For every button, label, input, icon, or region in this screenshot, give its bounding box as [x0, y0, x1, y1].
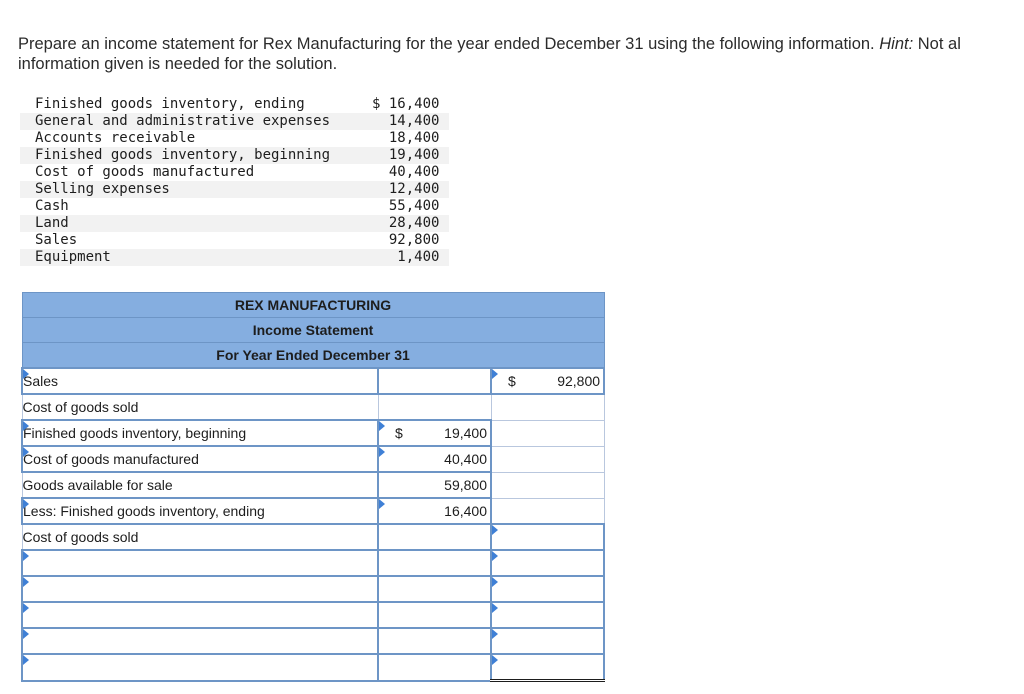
given-value: 12,400 [342, 181, 449, 198]
statement-row [22, 472, 604, 498]
currency-symbol: $ [508, 373, 516, 389]
given-value: 40,400 [388, 164, 440, 180]
amount-column-1[interactable] [378, 498, 491, 524]
given-value: 92,800 [388, 232, 440, 248]
statement-row [22, 394, 604, 420]
amount-column-1[interactable] [378, 602, 491, 628]
given-value: 18,400 [388, 130, 440, 146]
amount-column-1[interactable] [378, 524, 491, 550]
amount-column-1[interactable] [378, 368, 491, 394]
amount-column-2[interactable] [491, 576, 604, 602]
given-label: Cost of goods manufactured [35, 164, 255, 180]
given-value: $ 16,400 [372, 96, 440, 112]
amount-column-1[interactable] [378, 550, 491, 576]
company-name: REX MANUFACTURING [22, 293, 604, 318]
amount-column-1[interactable] [378, 420, 491, 446]
question-prompt [18, 34, 1024, 74]
statement-row [22, 368, 604, 394]
amount-value: 59,800 [444, 477, 487, 493]
row-label-cell[interactable] [22, 628, 378, 654]
income-statement-table [21, 292, 605, 682]
given-row [20, 232, 449, 249]
statement-row [22, 654, 604, 681]
row-label-cell[interactable] [22, 498, 378, 524]
amount-column-1[interactable] [378, 472, 491, 498]
statement-row [22, 602, 604, 628]
amount-column-2 [491, 472, 604, 498]
amount-value: 92,800 [557, 373, 601, 389]
amount-column-1[interactable] [378, 576, 491, 602]
given-value: 19,400 [342, 147, 449, 164]
row-label: Goods available for sale [22, 477, 173, 493]
statement-row [22, 446, 604, 472]
given-label: Cash [35, 198, 69, 214]
statement-row [22, 524, 604, 550]
prompt-line1: Prepare an income statement for Rex Manufacturing for the year ended December 31 using the following information. [18, 35, 875, 53]
given-row [20, 198, 449, 215]
given-label: Selling expenses [20, 181, 342, 198]
amount-column-2[interactable] [491, 602, 604, 628]
given-row [20, 181, 449, 198]
amount-column-2 [491, 498, 604, 524]
statement-title: Income Statement [22, 318, 604, 343]
row-label: Less: Finished goods inventory, ending [23, 503, 265, 519]
row-label: Cost of goods manufactured [23, 451, 199, 467]
given-row [20, 164, 449, 181]
amount-column-2 [491, 446, 604, 472]
given-value: 55,400 [388, 198, 440, 214]
given-label: Land [20, 215, 342, 232]
row-label-cell[interactable] [22, 420, 378, 446]
given-value: 1,400 [342, 249, 449, 266]
row-label-cell[interactable] [22, 550, 378, 576]
row-label-cell [22, 394, 378, 420]
amount-column-1 [378, 394, 491, 420]
row-label-cell[interactable] [22, 368, 378, 394]
row-label-cell[interactable] [22, 576, 378, 602]
given-value: 14,400 [342, 113, 449, 130]
given-row [20, 96, 449, 113]
given-label: Finished goods inventory, ending [35, 96, 305, 112]
hint-text: Not al [917, 35, 961, 53]
statement-row [22, 628, 604, 654]
amount-column-2[interactable] [491, 628, 604, 654]
row-label-cell[interactable] [22, 446, 378, 472]
given-data-table [20, 96, 449, 266]
row-label: Finished goods inventory, beginning [23, 425, 247, 441]
amount-column-2 [491, 420, 604, 446]
row-label-cell[interactable] [22, 654, 378, 681]
given-label: Accounts receivable [35, 130, 196, 146]
amount-column-2[interactable] [491, 654, 604, 681]
hint-label: Hint: [879, 35, 914, 53]
given-value: 28,400 [342, 215, 449, 232]
row-label-cell [22, 524, 378, 550]
statement-row [22, 498, 604, 524]
amount-value: 40,400 [444, 451, 487, 467]
statement-row [22, 420, 604, 446]
row-label-cell [22, 472, 378, 498]
given-label: Finished goods inventory, beginning [20, 147, 342, 164]
row-label: Sales [23, 373, 59, 389]
row-label-cell[interactable] [22, 602, 378, 628]
row-label: Cost of goods sold [22, 399, 139, 415]
amount-value: 19,400 [444, 425, 487, 441]
amount-column-2 [491, 394, 604, 420]
given-label: General and administrative expenses [20, 113, 342, 130]
given-row [20, 147, 449, 164]
given-row [20, 130, 449, 147]
amount-column-2[interactable] [491, 550, 604, 576]
given-label: Sales [35, 232, 78, 248]
given-label: Equipment [20, 249, 342, 266]
row-label: Cost of goods sold [22, 529, 139, 545]
currency-symbol: $ [395, 425, 403, 441]
amount-column-1[interactable] [378, 628, 491, 654]
amount-column-2[interactable] [491, 524, 604, 550]
given-row [20, 249, 449, 266]
given-row [20, 215, 449, 232]
amount-column-1[interactable] [378, 654, 491, 681]
amount-column-1[interactable] [378, 446, 491, 472]
given-row [20, 113, 449, 130]
prompt-line2: information given is needed for the solution. [18, 55, 338, 73]
amount-column-2[interactable] [491, 368, 604, 394]
statement-period: For Year Ended December 31 [22, 343, 604, 369]
amount-value: 16,400 [444, 503, 487, 519]
statement-row [22, 550, 604, 576]
statement-row [22, 576, 604, 602]
